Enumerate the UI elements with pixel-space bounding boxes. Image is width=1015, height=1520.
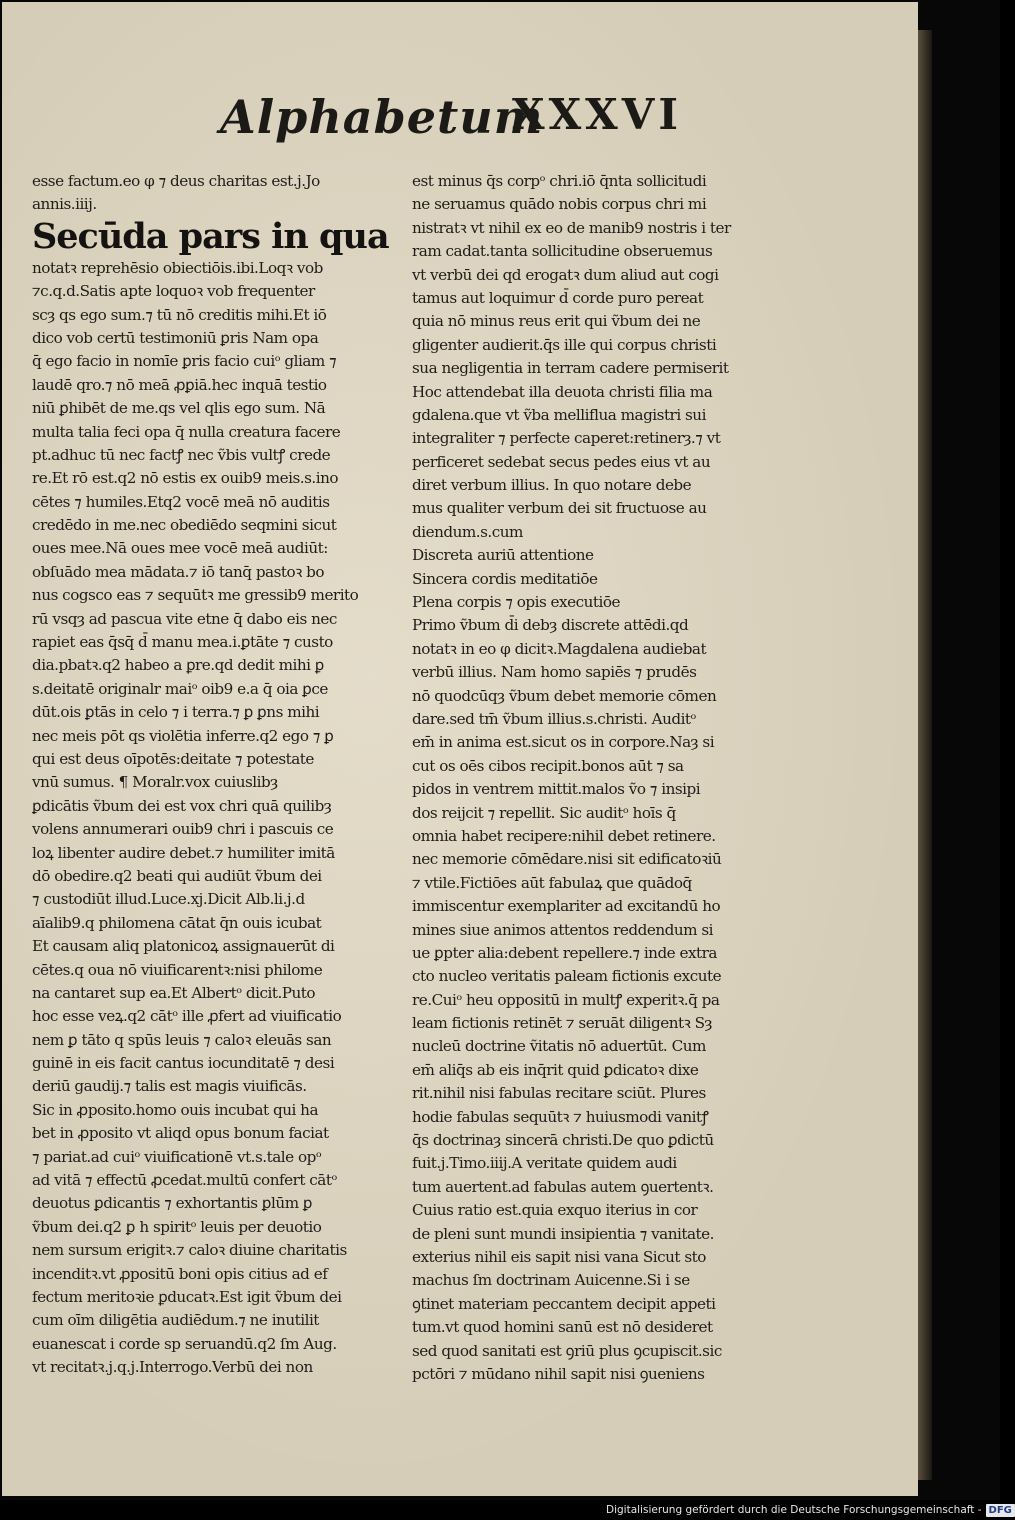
text-line: niū ꝑhibēt de me.qs vel qlis ego sum. Nā	[32, 399, 326, 418]
text-line: incenditꝛ.vt ꝓpositū boni opis citius ad ef	[32, 1264, 328, 1283]
text-line: deuotus ꝑdicantis ⁊ exhortantis ꝑlūm ꝑ	[32, 1194, 313, 1213]
text-line: nec meis pōt qs violētia inferre.q2 ego ⁊ ꝑ	[32, 726, 334, 745]
text-line: obſuādo mea mādata.⁊ iō tanq̄ pastoꝛ bo	[32, 562, 325, 581]
right-text-column	[412, 170, 782, 1386]
text-line: verbū illius. Nam homo sapiēs ⁊ prudēs	[412, 663, 697, 682]
text-line: ad vitā ⁊ effectū ꝓcedat.multū confert cātᵒ	[32, 1171, 337, 1190]
text-line: ꝯtinet materiam peccantem decipit appeti	[412, 1294, 716, 1313]
text-line: multa talia feci opa q̄ nulla creatura facere	[32, 422, 341, 441]
text-line: Cuius ratio est.quia exquo iterius in cor	[412, 1201, 698, 1220]
text-line: Hoc attendebat illa deuota christi filia ma	[412, 382, 713, 401]
text-line: rū vsqȝ ad pascua vite etne q̄ dabo eis nec	[32, 609, 337, 628]
text-line: dia.pbatꝛ.q2 habeo a ꝑre.qd dedit mihi ꝑ	[32, 656, 324, 675]
text-line: oues mee.Nā oues mee vocē meā audiūt:	[32, 539, 328, 558]
text-line: sua negligentia in terram cadere permiserit	[412, 359, 729, 378]
left-text-column	[32, 170, 402, 1380]
folio-number: XXXVI	[512, 90, 682, 139]
text-line: perficeret sedebat secus pedes eius vt au	[412, 452, 711, 471]
text-line: cētes.q oua nō viuificarentꝛ:nisi philome	[32, 960, 323, 979]
text-line: cut os oēs cibos recipit.bonos aūt ⁊ sa	[412, 756, 684, 775]
text-line: vnū sumus. ¶ Moralr.vox cuiuslibȝ	[32, 773, 278, 792]
text-line: bet in ꝓposito vt aliqd opus bonum faciat	[32, 1124, 329, 1143]
text-line: laudē qro.⁊ nō meā ꝓꝑiā.hec inquā testio	[32, 375, 327, 394]
text-line: diendum.s.cum	[412, 522, 523, 541]
text-line: aīalib9.q philomena cātat q̄n ouis icubat	[32, 913, 322, 932]
text-line: re.Cuiᵒ heu oppositū in multꝭ experitꝛ.q̄ pa	[412, 990, 720, 1009]
text-line: pctōri ⁊ mūdano nihil sapit nisi ꝯueniens	[412, 1364, 705, 1383]
digitization-credit	[606, 1502, 1015, 1518]
text-line: ꝑdicātis ṽbum dei est vox chri quā quilibȝ	[32, 796, 332, 815]
credit-text: Digitalisierung gefördert durch die Deutsche Forschungsgemeinschaft -	[606, 1504, 982, 1516]
text-line: ṽbum dei.q2 ꝑ h spiritᵒ leuis per deuotio	[32, 1217, 322, 1236]
text-line: hodie fabulas sequūtꝛ ⁊ huiusmodi vanitꝭ	[412, 1107, 709, 1126]
text-line: Discreta auriū attentione	[412, 546, 594, 565]
text-line: ⁊ vtile.Fictiōes aūt fabulaꝝ que quādoq̄	[412, 873, 692, 892]
text-line: dos reijcit ⁊ repellit. Sic auditᵒ hoīs q̄	[412, 803, 676, 822]
text-line: dico vob certū testimoniū ꝑris Nam opa	[32, 328, 319, 347]
text-line: Primo ṽbum d̄i debȝ discrete attēdi.qd	[412, 616, 689, 635]
text-line: ⁊ custodiūt illud.Luce.xj.Dicit Alb.li.j.d	[32, 890, 305, 909]
text-line: sed quod sanitati est ꝯriū plus ꝯcupiscit.sic	[412, 1341, 722, 1360]
text-line: q̄ ego facio in nomīe ꝑris facio cuiᵒ gliam ⁊	[32, 352, 337, 371]
text-line: gdalena.que vt ṽba melliflua magistri sui	[412, 405, 706, 424]
text-line: fectum meritoꝛie ꝑducatꝛ.Est igit ṽbum dei	[32, 1287, 342, 1306]
text-line: leam fictionis retinēt ⁊ seruāt diligentꝛ Sȝ	[412, 1014, 712, 1033]
text-line: tum.vt quod homini sanū est nō desideret	[412, 1318, 713, 1337]
text-line: vt recitatꝛ.j.q.j.Interrogo.Verbū dei non	[32, 1358, 313, 1377]
text-line: nucleū doctrine ṽitatis nō aduertūt. Cum	[412, 1037, 706, 1056]
text-line: esse factum.eo φ ⁊ deus charitas est.j.Jo	[32, 172, 320, 190]
text-line: qui est deus oīpotēs:deitate ⁊ potestate	[32, 749, 314, 768]
text-line: pt.adhuc tū nec factꝭ nec ṽbis vultꝭ crede	[32, 445, 331, 464]
text-line: immiscentur exemplariter ad excitandū ho	[412, 897, 721, 916]
text-line: gligenter audierit.q̄s ille qui corpus christi	[412, 335, 717, 354]
text-line: em̄ aliq̄s ab eis inq̄rit quid ꝑdicatoꝛ dixe	[412, 1060, 699, 1079]
text-line: mines siue animos attentos reddendum si	[412, 920, 714, 939]
text-line: nem ꝑ tāto q spūs leuis ⁊ caloꝛ eleuās san	[32, 1030, 332, 1049]
text-line: exterius nihil eis sapit nisi vana Sicut sto	[412, 1247, 706, 1266]
text-line: credēdo in me.nec obediēdo seqmini sicut	[32, 516, 337, 535]
text-line: deriū gaudij.⁊ talis est magis viuificās.	[32, 1077, 307, 1096]
text-line: quia nō minus reus erit qui ṽbum dei ne	[412, 312, 701, 331]
text-line: scȝ qs ego sum.⁊ tū nō creditis mihi.Et iō	[32, 305, 327, 324]
text-line: integraliter ⁊ perfecte caperet:retinerȝ.⁊ vt	[412, 429, 721, 448]
page-edge-shadow	[918, 30, 932, 1480]
text-line: ⁊ pariat.ad cuiᵒ viuificationē vt.s.tale opᵒ	[32, 1147, 322, 1166]
dfg-logo: DFG	[986, 1504, 1015, 1517]
text-line: notatꝛ in eo φ dicitꝛ.Magdalena audiebat	[412, 639, 707, 658]
text-line: s.deitatē originalr maiᵒ oib9 e.a q̄ oia ꝑce	[32, 679, 328, 698]
text-line: euanescat i corde sp seruandū.q2 ſm Aug.	[32, 1334, 337, 1353]
text-line: dō obedire.q2 beati qui audiūt ṽbum dei	[32, 866, 322, 885]
text-line: Et causam aliq platonicoꝝ assignauerūt di	[32, 937, 335, 956]
text-line: annis.iiij.	[32, 195, 97, 214]
text-line: re.Et rō est.q2 nō estis ex ouib9 meis.s.ino	[32, 469, 339, 488]
text-line: nō quodcūqȝ ṽbum debet memorie cōmen	[412, 686, 717, 705]
text-line: nec memorie cōmēdare.nisi sit edificatoꝛiū	[412, 850, 722, 869]
text-line: omnia habet recipere:nihil debet retinere.	[412, 826, 716, 845]
text-line: notatꝛ reprehēsio obiectiōis.ibi.Loqꝛ vob	[32, 258, 323, 277]
text-line: rapiet eas q̄sq̄ d̄ manu mea.i.ꝑtāte ⁊ custo	[32, 633, 333, 652]
text-line: nus cogsco eas ⁊ sequūtꝛ me gressib9 merito	[32, 586, 359, 605]
text-line: pidos in ventrem mittit.malos ṽo ⁊ insipi	[412, 780, 701, 799]
text-line: dūt.ois ꝑtās in celo ⁊ i terra.⁊ ꝑ ꝑns mihi	[32, 703, 320, 722]
text-line: dare.sed tm̄ ṽbum illius.s.christi. Auditᵒ	[412, 709, 696, 728]
text-line: ne seruamus quādo nobis corpus chri mi	[412, 195, 707, 214]
section-headline: Secūda pars in qua	[32, 215, 389, 257]
text-line: hoc esse veꝝ.q2 cātᵒ ille ꝓfert ad viuificatio	[32, 1007, 342, 1026]
text-line: tum auertent.ad fabulas autem ꝯuertentꝛ.	[412, 1177, 714, 1196]
text-line: Plena corpis ⁊ opis executiōe	[412, 593, 620, 612]
text-line: ⁊c.q.d.Satis apte loquoꝛ vob frequenter	[32, 282, 315, 301]
text-line: diret verbum illius. In quo notare debe	[412, 476, 692, 495]
text-line: ue ꝑpter alia:debent repellere.⁊ inde extra	[412, 943, 717, 962]
text-line: em̄ in anima est.sicut os in corpore.Naȝ si	[412, 733, 715, 752]
text-line: rit.nihil nisi fabulas recitare sciūt. Plures	[412, 1084, 706, 1103]
text-line: nem sursum erigitꝛ.⁊ caloꝛ diuine charitatis	[32, 1241, 347, 1260]
text-line: mus qualiter verbum dei sit fructuose au	[412, 499, 707, 518]
text-line: fuit.j.Timo.iiij.A veritate quidem audi	[412, 1154, 677, 1173]
text-line: guinē in eis facit cantus iocunditatē ⁊ desi	[32, 1054, 335, 1073]
text-line: na cantaret sup ea.Et Albertᵒ dicit.Puto	[32, 983, 316, 1002]
text-line: est minus q̄s corpᵒ chri.iō q̄nta sollicitudi	[412, 172, 707, 190]
book-page	[2, 2, 918, 1496]
text-line: cum oīm diligētia audiēdum.⁊ ne inutilit	[32, 1311, 319, 1330]
text-line: ram cadat.tanta sollicitudine obseruemus	[412, 242, 713, 261]
text-line: de pleni sunt mundi insipientia ⁊ vanitate.	[412, 1224, 714, 1243]
text-line: vt verbū dei qd erogatꝛ dum aliud aut cogi	[412, 265, 719, 284]
text-line: q̄s doctrinaȝ sincerā christi.De quo ꝑdictū	[412, 1131, 714, 1150]
text-line: cto nucleo veritatis paleam fictionis excute	[412, 967, 722, 986]
text-line: machus ſm doctrinam Auicenne.Si i se	[412, 1271, 690, 1290]
text-line: cētes ⁊ humiles.Etq2 vocē meā nō auditis	[32, 492, 330, 511]
text-line: loꝝ libenter audire debet.⁊ humiliter imitā	[32, 843, 335, 862]
text-line: nistratꝛ vt nihil ex eo de manib9 nostris i ter	[412, 218, 731, 237]
text-line: volens annumerari ouib9 chri i pascuis ce	[32, 820, 334, 839]
text-line: Sincera cordis meditatiōe	[412, 569, 598, 588]
text-line: tamus aut loquimur d̄ corde puro pereat	[412, 288, 704, 307]
running-head-title: Alphabetum	[220, 90, 544, 144]
text-line: Sic in ꝓposito.homo ouis incubat qui ha	[32, 1100, 319, 1119]
